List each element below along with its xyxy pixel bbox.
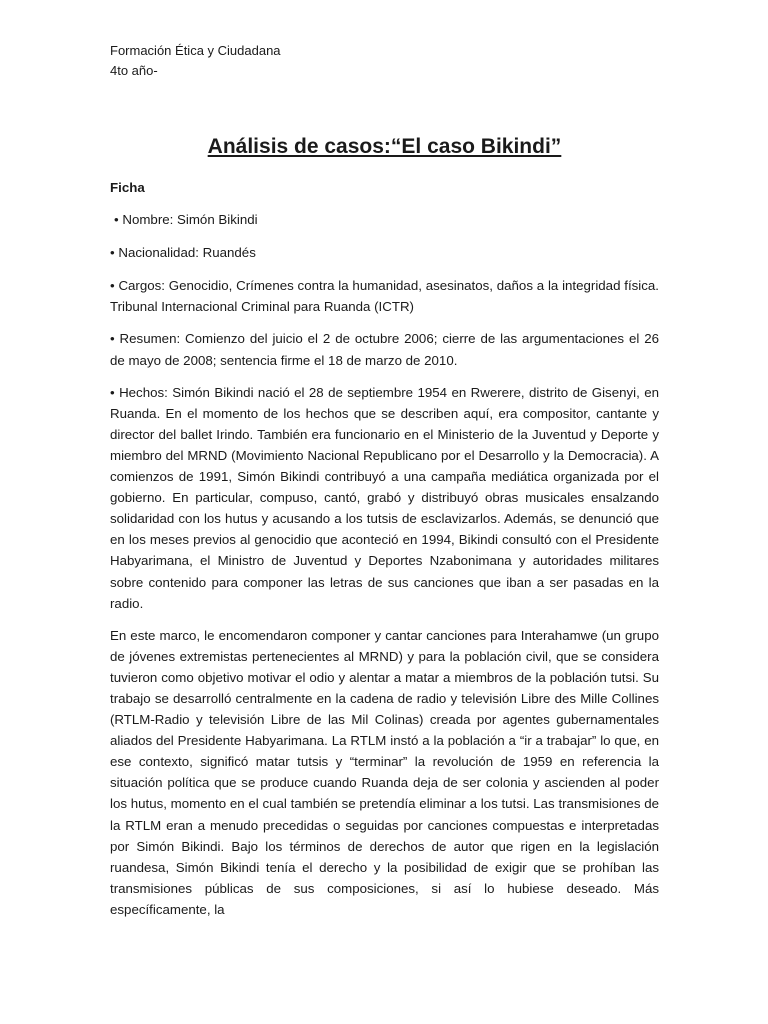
document-title: Análisis de casos:“El caso Bikindi”	[207, 135, 562, 158]
ficha-resumen: • Resumen: Comienzo del juicio el 2 de octubre 2006; cierre de las argumentaciones el 26 de mayo de 2008; sentencia firme el 18 de marzo de 2010.	[110, 331, 659, 368]
document-body	[110, 177, 659, 931]
body-paragraph: En este marco, le encomendaron componer y cantar canciones para Interahamwe (un grupo de jóvenes extremistas pertenecientes al MRND) y para la población civil, que se considera tuvieron como objetivo motivar el odio y alentar a matar a miembros de la población tutsi. Su trabajo se desarrolló centralmente en la cadena de radio y televisión Libre des Mille Collines (RTLM-Radio y televisión Libre de las Mil Colinas) creada por agentes gubernamentales aliados del Presidente Habyarimana. La RTLM instó a la población a “ir a trabajar” lo que, en ese contexto, significó matar tutsis y “terminar” la revolución de 1959 en referencia la situación política que se produce cuando Ruanda deja de ser colonia y ascienden al poder los hutus, momento en el cual también se pretendía eliminar a los tutsi. Las transmisiones de la RTLM eran a menudo precedidas o seguidas por canciones compuestas e interpretadas por Simón Bikindi. Bajo los términos de derechos de autor que rigen en la legislación ruandesa, Simón Bikindi tenía el derecho y la posibilidad de exigir que se prohíban las transmisiones públicas de sus composiciones, si así lo hubiese deseado. Más específicamente, la	[110, 627, 659, 917]
ficha-label: Ficha	[110, 180, 145, 195]
ficha-nacionalidad: • Nacionalidad: Ruandés	[110, 245, 256, 261]
subject-line: Formación Ética y Ciudadana	[110, 43, 281, 58]
ficha-cargos: • Cargos: Genocidio, Crímenes contra la humanidad, asesinatos, daños a la integridad física. Tribunal Internacional Criminal para Ruanda (ICTR)	[110, 278, 659, 315]
ficha-hechos: • Hechos: Simón Bikindi nació el 28 de septiembre 1954 en Rwerere, distrito de Gisenyi, en Ruanda. En el momento de los hechos que se describen aquí, era compositor, cantante y director del ballet Irindo. También era funcionario en el Ministerio de la Juventud y Deporte y miembro del MRND (Movimiento Nacional Republicano por el Desarrollo y la Democracia). A comienzos de 1991, Simón Bikindi contribuyó a una campaña mediática organizada por el gobierno. En particular, compuso, cantó, grabó y distribuyó obras musicales ensalzando solidaridad con los hutus y acusando a los tutsis de esclavizarlos. Además, se denunció que en los meses previos al genocidio que aconteció en 1994, Bikindi consultó con el Presidente Habyarimana, el Ministro de Juventud y Deportes Nzabonimana y autoridades militares sobre contenido para componer las letras de sus canciones que iban a ser pasadas en la radio.	[110, 384, 659, 611]
document-header	[110, 41, 659, 81]
ficha-nombre: • Nombre: Simón Bikindi	[114, 212, 258, 228]
grade-line: 4to año-	[110, 63, 158, 78]
